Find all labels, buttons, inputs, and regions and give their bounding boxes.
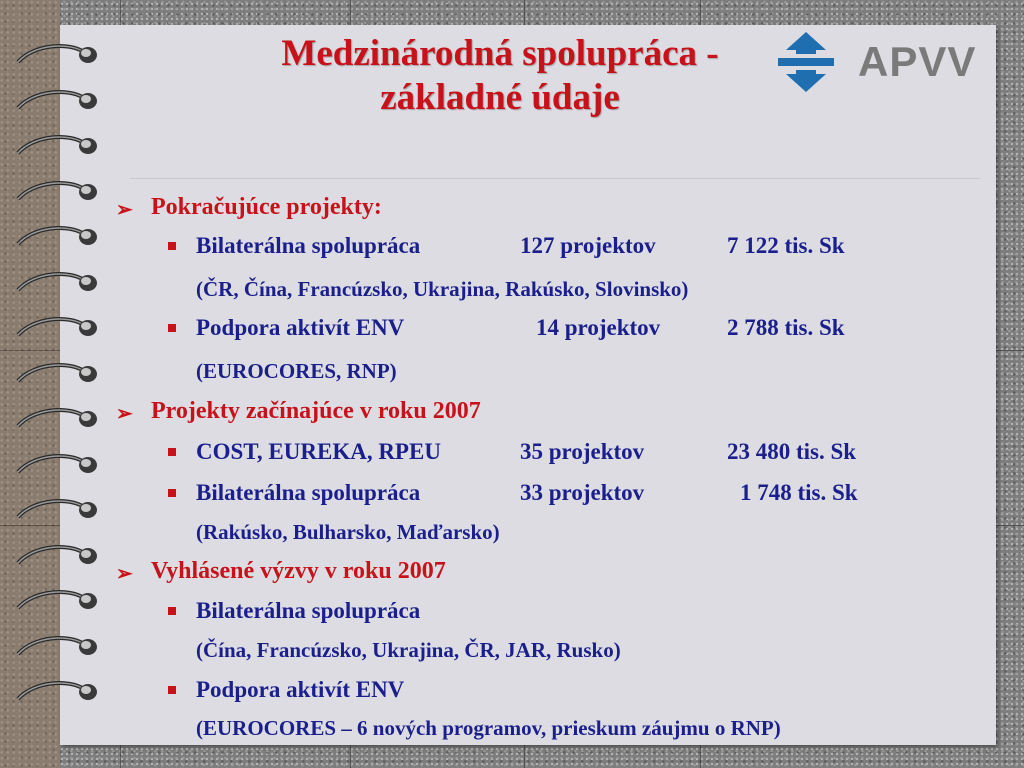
item-label: Bilaterálna spolupráca (196, 480, 421, 505)
item-amount: 23 480 tis. Sk (727, 439, 857, 464)
item-count: 127 projektov (520, 233, 656, 258)
title-line-2: základné údaje (380, 77, 620, 118)
item-note: (Rakúsko, Bulharsko, Maďarsko) (196, 520, 500, 544)
binding-ring-icon (14, 632, 102, 662)
binding-ring-icon (14, 359, 102, 389)
item-amount: 1 748 tis. Sk (740, 480, 858, 505)
item-amount: 2 788 tis. Sk (727, 315, 845, 340)
item-label: Podpora aktivít ENV (196, 677, 405, 702)
square-bullet-icon (168, 324, 176, 332)
item-label: Bilaterálna spolupráca (196, 598, 421, 623)
binding-ring-icon (14, 677, 102, 707)
item-note: (EUROCORES, RNP) (196, 359, 397, 383)
binding-ring-icon (14, 222, 102, 252)
binding-ring-icon (14, 177, 102, 207)
item-note: (Čína, Francúzsko, Ukrajina, ČR, JAR, Rusko) (196, 638, 621, 662)
binding-ring-icon (14, 131, 102, 161)
slide-panel (60, 25, 996, 745)
item-count: 35 projektov (520, 439, 645, 464)
item-count: 33 projektov (520, 480, 645, 505)
item-note: (ČR, Čína, Francúzsko, Ukrajina, Rakúsko, Slovinsko) (196, 277, 689, 301)
section-heading: Pokračujúce projekty: (151, 194, 382, 220)
arrow-bullet-icon: ➢ (116, 403, 133, 425)
item-amount: 7 122 tis. Sk (727, 233, 845, 258)
arrow-bullet-icon: ➢ (116, 563, 133, 585)
section-heading: Vyhlásené výzvy v roku 2007 (151, 558, 446, 584)
binding-ring-icon (14, 268, 102, 298)
square-bullet-icon (168, 242, 176, 250)
apvv-arrows-icon (778, 32, 834, 92)
binding-ring-icon (14, 86, 102, 116)
item-note: (EUROCORES – 6 nových programov, prieskum záujmu o RNP) (196, 716, 781, 740)
square-bullet-icon (168, 448, 176, 456)
title-divider (130, 178, 980, 179)
arrow-bullet-icon: ➢ (116, 199, 133, 221)
apvv-logo-text: APVV (858, 38, 977, 85)
binding-ring-icon (14, 313, 102, 343)
item-label: Podpora aktivít ENV (196, 315, 405, 340)
binding-ring-icon (14, 450, 102, 480)
square-bullet-icon (168, 489, 176, 497)
binding-ring-icon (14, 495, 102, 525)
title-line-1: Medzinárodná spolupráca - (281, 33, 719, 74)
square-bullet-icon (168, 607, 176, 615)
binding-ring-icon (14, 404, 102, 434)
item-count: 14 projektov (536, 315, 661, 340)
slide-title (190, 32, 810, 120)
binding-ring-icon (14, 541, 102, 571)
square-bullet-icon (168, 686, 176, 694)
binding-ring-icon (14, 586, 102, 616)
binding-ring-icon (14, 40, 102, 70)
item-label: Bilaterálna spolupráca (196, 233, 421, 258)
item-label: COST, EUREKA, RPEU (196, 439, 441, 464)
section-heading: Projekty začínajúce v roku 2007 (151, 398, 481, 424)
